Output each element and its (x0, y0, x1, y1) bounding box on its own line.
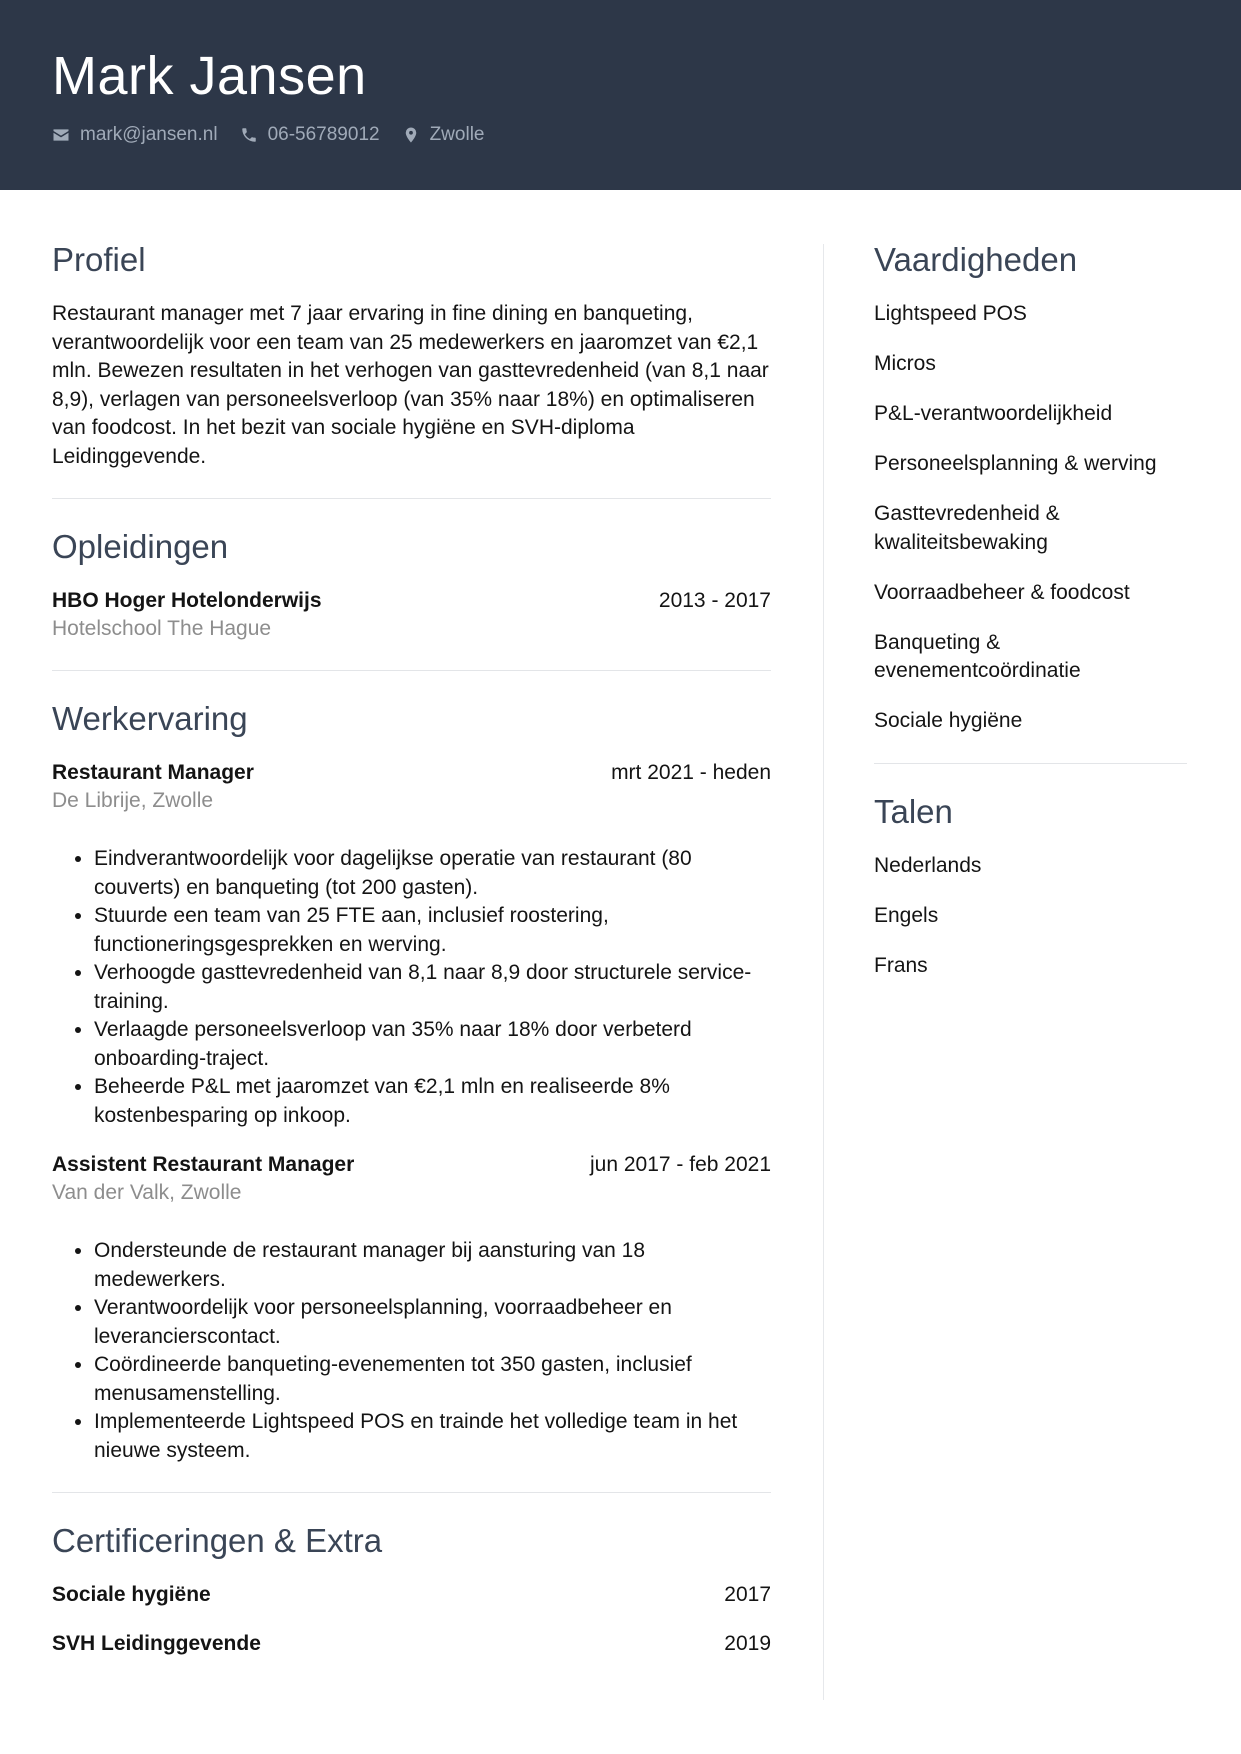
skill-item: Personeelsplanning & werving (874, 452, 1157, 475)
sidebar-column (874, 240, 1187, 980)
skill-item: Gasttevredenheid & kwaliteitsbewaking (874, 502, 1060, 554)
certification-row (52, 1630, 771, 1658)
education-section (52, 527, 771, 671)
contact-email[interactable] (52, 123, 218, 147)
section-heading-profile: Profiel (52, 241, 146, 278)
main-column (52, 240, 771, 1658)
education-entry (52, 587, 771, 643)
job-entry (52, 1151, 771, 1465)
candidate-name: Mark Jansen (52, 46, 367, 106)
section-heading-skills: Vaardigheden (874, 241, 1078, 278)
language-item: Nederlands (874, 853, 982, 877)
phone-icon (240, 126, 258, 144)
job-title-row (52, 759, 771, 787)
job-bullet-list (52, 845, 771, 1130)
profile-text: Restaurant manager met 7 jaar ervaring in fine dining en banqueting, verantwoordelijk voor een team van 25 medewerkers en jaaromzet van €2,1 mln. Bewezen resultaten in het verhogen van gasttevredenheid (van 8,1 naar 8,9), verlagen van personeelsverloop (van 35% naar 18%) en optimaliseren van foodcost. In het bezit van sociale hygiëne en SVH-diploma Leidinggevende. (52, 302, 769, 468)
certification-title: SVH Leidinggevende (52, 1632, 261, 1655)
profile-section (52, 240, 771, 499)
contact-location (402, 123, 485, 147)
job-bullet: • Coördineerde banqueting-evenementen tot 350 gasten, inclusief menusamenstelling. (94, 1351, 771, 1408)
languages-section (874, 792, 1187, 981)
job-bullet: • Verhoogde gasttevredenheid van 8,1 naar 8,9 door structurele service-training. (94, 959, 771, 1016)
education-title: HBO Hoger Hotelonderwijs (52, 589, 322, 612)
job-bullet-list (52, 1237, 771, 1465)
phone-text: 06-56789012 (267, 124, 380, 145)
column-divider (823, 244, 824, 1700)
job-title-row (52, 1151, 771, 1179)
resume-header (0, 0, 1241, 190)
certification-year: 2017 (724, 1583, 771, 1606)
map-marker-icon (402, 126, 420, 144)
job-bullet: • Verlaagde personeelsverloop van 35% naar 18% door verbeterd onboarding-traject. (94, 1016, 771, 1073)
job-title: Assistent Restaurant Manager (52, 1153, 355, 1176)
skill-item: Micros (874, 352, 936, 375)
experience-section (52, 699, 771, 1493)
language-item: Engels (874, 903, 939, 927)
section-heading-experience: Werkervaring (52, 700, 248, 737)
job-company: De Librije, Zwolle (52, 789, 214, 812)
job-dates: jun 2017 - feb 2021 (590, 1153, 771, 1176)
education-title-row (52, 587, 771, 615)
certification-year: 2019 (724, 1632, 771, 1655)
job-title: Restaurant Manager (52, 761, 254, 784)
section-heading-education: Opleidingen (52, 528, 229, 565)
skill-item: Voorraadbeheer & foodcost (874, 580, 1130, 604)
skill-item: Banqueting & evenementcoördinatie (874, 630, 1081, 682)
job-dates: mrt 2021 - heden (611, 761, 771, 784)
job-bullet: • Verantwoordelijk voor personeelsplanning, voorraadbeheer en leverancierscontact. (94, 1294, 771, 1351)
job-bullet: • Eindverantwoordelijk voor dagelijkse operatie van restaurant (80 couverts) en banqueting (tot 200 gasten). (94, 845, 771, 902)
job-bullet: • Stuurde een team van 25 FTE aan, inclusief roostering, functioneringsgesprekken en werving. (94, 902, 771, 959)
education-dates: 2013 - 2017 (658, 589, 771, 612)
job-company: Van der Valk, Zwolle (52, 1181, 242, 1204)
certifications-section (52, 1521, 771, 1658)
contact-row (52, 123, 1189, 147)
certification-row (52, 1581, 771, 1609)
job-bullet: • Implementeerde Lightspeed POS en trainde het volledige team in het nieuwe systeem. (94, 1408, 771, 1465)
language-item: Frans (874, 953, 928, 977)
skill-item: P&L-verantwoordelijkheid (874, 402, 1113, 425)
section-heading-languages: Talen (874, 792, 953, 830)
location-text: Zwolle (429, 124, 485, 145)
education-institution: Hotelschool The Hague (52, 617, 272, 640)
skill-item: Lightspeed POS (874, 302, 1027, 325)
skill-item: Sociale hygiëne (874, 709, 1023, 732)
email-text[interactable]: mark@jansen.nl (80, 124, 218, 145)
section-heading-certifications: Certificeringen & Extra (52, 1522, 383, 1559)
job-entry (52, 759, 771, 1130)
job-bullet: • Ondersteunde de restaurant manager bij aansturing van 18 medewerkers. (94, 1237, 771, 1294)
contact-phone (240, 123, 380, 147)
certification-title: Sociale hygiëne (52, 1583, 211, 1606)
job-bullet: • Beheerde P&L met jaaromzet van €2,1 mln en realiseerde 8% kostenbesparing op inkoop. (94, 1073, 771, 1130)
skills-section (874, 240, 1187, 764)
envelope-icon (52, 126, 70, 144)
